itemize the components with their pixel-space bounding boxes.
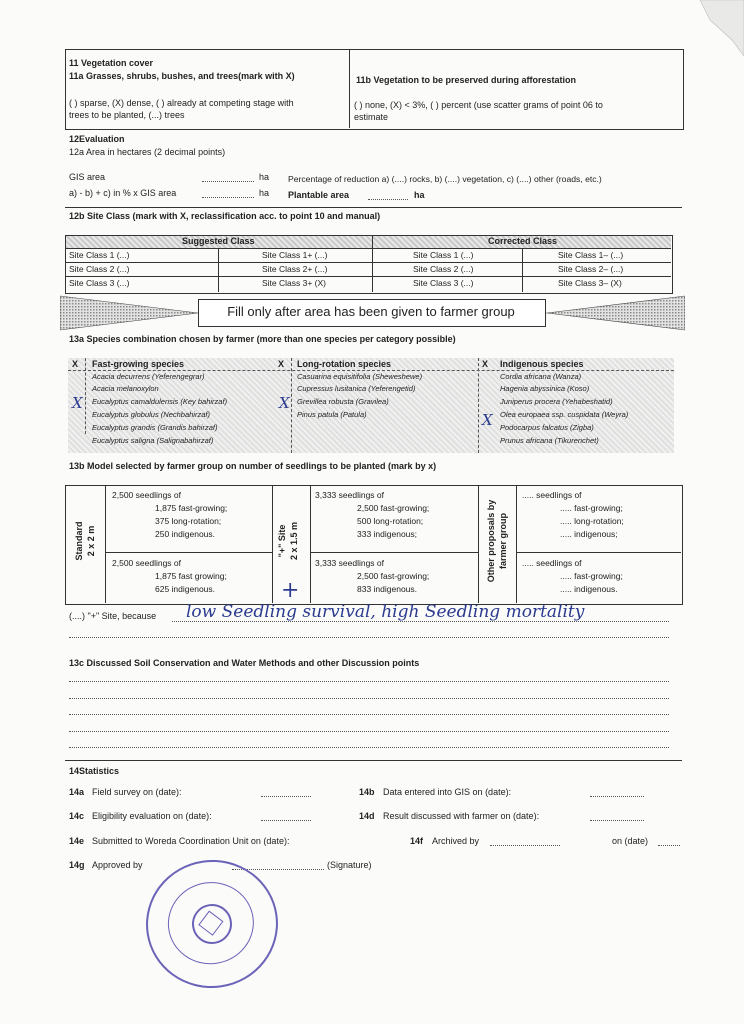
sec12-title: 12Evaluation [69,134,125,144]
approved-label: Approved by [92,860,143,870]
field-number: 14b [359,787,375,797]
species-item: Casuarina equisitifolia (Sheweshewe) [297,372,423,381]
corrected-header: Corrected Class [488,236,558,246]
site-class-cell: Site Class 3+ (X) [262,278,327,288]
submitted-label: Submitted to Woreda Coordination Unit on (date): [92,836,290,846]
species-item: Olea europaea ssp. cuspidata (Weyra) [500,410,629,419]
model-line: ..... indigenous. [560,584,618,594]
because-label: (....) "+" Site, because [69,611,157,621]
plantable-label: Plantable area [288,190,350,200]
species-item: Eucalyptus saligna (Salignabahirzaf) [92,436,214,445]
field-number: 14a [69,787,85,797]
reduction-label: Percentage of reduction a) (....) rocks, b) (....) vegetation, c) (....) other (roads, etc.) [288,174,602,184]
archived-by[interactable] [490,845,560,846]
site-class-cell: Site Class 3 (...) [413,278,474,288]
archived-on-label: on (date) [612,836,649,846]
model-line: 375 long-rotation; [155,516,222,526]
indigenous-header: Indigenous species [500,359,584,369]
model-line: 833 indigenous. [357,584,418,594]
model-mark: + [281,578,300,603]
model-line: 2,500 seedlings of [112,490,181,500]
model-line: ..... long-rotation; [560,516,624,526]
species-item: Podocarpus falcatus (Zigba) [500,423,594,432]
sec11a-text1: ( ) sparse, (X) dense, ( ) already at competing stage with [69,98,294,108]
species-item: Eucalyptus globulus (Nechbahirzaf) [92,410,210,419]
species-mark: X [279,394,290,412]
fast-growing-header: Fast-growing species [92,359,185,369]
discussion-line[interactable] [69,698,669,699]
site-class-cell: Site Class 3– (X) [558,278,622,288]
because-handwriting: low Seedling survival, high Seedling mortality [186,602,585,622]
species-item: Eucalyptus grandis (Grandis bahirzaf) [92,423,218,432]
discussion-line[interactable] [69,714,669,715]
species-mark: X [72,394,83,412]
official-stamp [138,851,287,996]
standard-dim-label: 2 x 2 m [86,525,96,557]
species-mark: X [482,411,493,429]
site-class-cell: Site Class 2+ (...) [262,264,328,274]
archived-date[interactable] [658,845,680,846]
suggested-header: Suggested Class [182,236,255,246]
model-line: ..... seedlings of [522,558,582,568]
sec14-title: 14Statistics [69,766,120,776]
other-proposals-label: Other proposals by [486,499,496,583]
species-item: Cordia africana (Wanza) [500,372,582,381]
species-item: Acacia melanoxylon [92,384,159,393]
species-x-col: X [72,359,79,369]
sec12b-title: 12b Site Class (mark with X, reclassification acc. to point 10 and manual) [69,211,381,221]
species-item: Pinus patula (Patula) [297,410,367,419]
farmer-group-label: farmer group [498,513,508,570]
model-line: ..... fast-growing; [560,571,623,581]
archived-label: Archived by [432,836,480,846]
result-discussed-label: Result discussed with farmer on (date): [383,811,540,821]
site-class-cell: Site Class 1+ (...) [262,250,328,260]
sec13c-title: 13c Discussed Soil Conservation and Water Methods and other Discussion points [69,658,420,668]
species-item: Prunus africana (Tikurenchet) [500,436,599,445]
field-number: 14f [410,836,424,846]
plus-site-label: "+" Site [277,524,287,558]
species-item: Cupressus lusitanica (Yeferengetid) [297,384,416,393]
sec13a-title: 13a Species combination chosen by farmer (more than one species per category possible) [69,334,456,344]
sec11b-text2: estimate [354,112,389,122]
gis-area-label: GIS area [69,172,106,182]
field-survey-date[interactable] [261,796,311,797]
model-line: 333 indigenous; [357,529,418,539]
species-x-col: X [278,359,285,369]
eligibility-label: Eligibility evaluation on (date): [92,811,212,821]
gis-formula-unit: ha [259,188,270,198]
sec11b-title: 11b Vegetation to be preserved during afforestation [356,75,577,85]
field-number: 14g [69,860,85,870]
sec11a-text2: trees to be planted, (...) trees [69,110,185,120]
plantable-unit: ha [414,190,425,200]
model-line: ..... seedlings of [522,490,582,500]
site-class-cell: Site Class 1– (...) [558,250,624,260]
field-survey-label: Field survey on (date): [92,787,182,797]
site-class-cell: Site Class 2 (...) [413,264,474,274]
model-line: 500 long-rotation; [357,516,424,526]
model-line: ..... indigenous; [560,529,618,539]
field-number: 14c [69,811,85,821]
field-number: 14d [359,811,375,821]
model-line: 2,500 fast-growing; [357,571,430,581]
gis-entry-label: Data entered into GIS on (date): [383,787,512,797]
banner-text: Fill only after area has been given to farmer group [227,304,515,319]
discussion-line[interactable] [69,681,669,682]
result-discussed-date[interactable] [590,820,644,821]
long-rotation-header: Long-rotation species [297,359,392,369]
field-number: 14e [69,836,85,846]
sec13b-title: 13b Model selected by farmer group on number of seedlings to be planted (mark by x) [69,461,437,471]
species-item: Acacia decurrens (Yeferengegrar) [92,372,205,381]
model-line: 1,875 fast-growing; [155,503,228,513]
species-x-col: X [482,359,489,369]
model-line: 2,500 seedlings of [112,558,181,568]
model-line: 2,500 fast-growing; [357,503,430,513]
model-line: 625 indigenous. [155,584,216,594]
eligibility-date[interactable] [261,820,311,821]
model-line: 3,333 seedlings of [315,558,384,568]
sec12a-title: 12a Area in hectares (2 decimal points) [69,147,226,157]
site-class-cell: Site Class 1 (...) [69,250,130,260]
sec11b-text1: ( ) none, (X) < 3%, ( ) percent (use scatter grams of point 06 to [354,100,603,110]
sec11a-title: 11a Grasses, shrubs, bushes, and trees(mark with X) [69,71,295,81]
gis-entry-date[interactable] [590,796,644,797]
signature-label: (Signature) [327,860,372,870]
model-line: 250 indigenous. [155,529,216,539]
species-item: Hagenia abyssinica (Koso) [500,384,590,393]
discussion-line[interactable] [69,731,669,732]
species-item: Grevillea robusta (Gravilea) [297,397,389,406]
plus-dim-label: 2 x 1.5 m [289,521,299,561]
model-line: 3,333 seedlings of [315,490,384,500]
site-class-cell: Site Class 2– (...) [558,264,624,274]
site-class-cell: Site Class 1 (...) [413,250,474,260]
sec11-title: 11 Vegetation cover [69,58,154,68]
site-class-cell: Site Class 3 (...) [69,278,130,288]
page-fold-corner [640,0,744,60]
species-item: Eucalyptus camaldulensis (Key bahirzaf) [92,397,228,406]
model-line: ..... fast-growing; [560,503,623,513]
site-class-cell: Site Class 2 (...) [69,264,130,274]
standard-label: Standard [74,521,84,561]
model-line: 1,875 fast growing; [155,571,227,581]
species-item: Juniperus procera (Yehabeshatid) [500,397,613,406]
discussion-line[interactable] [69,747,669,748]
gis-area-unit: ha [259,172,270,182]
gis-formula-label: a) - b) + c) in % x GIS area [69,188,177,198]
